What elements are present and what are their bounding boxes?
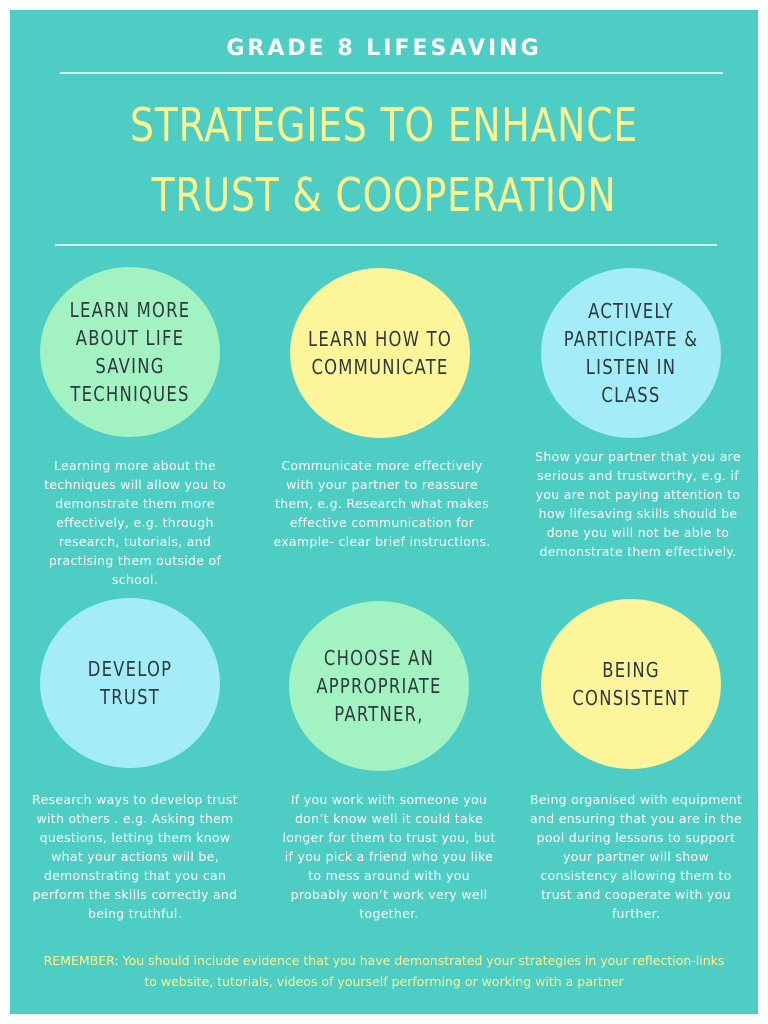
strategy-circle-develop-trust (40, 598, 220, 768)
title-line-2: TRUST & COOPERATION (151, 168, 617, 222)
page-title (69, 90, 699, 230)
strategy-circle-communicate (290, 268, 470, 438)
strategy-heading: DEVELOP TRUST (87, 657, 173, 709)
grade-heading: GRADE 8 LIFESAVING (226, 36, 542, 61)
strategy-heading: BEING CONSISTENT (572, 658, 690, 710)
top-divider (60, 72, 723, 74)
strategy-circle-consistent (541, 599, 721, 769)
title-divider (55, 244, 717, 246)
strategy-circle-learn-techniques (40, 267, 220, 437)
strategy-description: Being organised with equipment and ensuring that you are in the pool during lessons to support your partner will show consistency allowing them to trust and cooperate with you further. (529, 792, 743, 921)
strategy-circle-participate (541, 268, 721, 438)
strategy-heading: ACTIVELY PARTICIPATE & LISTEN IN CLASS (563, 299, 699, 407)
strategy-description: Learning more about the techniques will allow you to demonstrate them more effectively, e.g. through research, tutorials, and practising them outside of school. (44, 458, 226, 587)
strategy-description: Communicate more effectively with your partner to reassure them, e.g. Research what makes effective communication for example- clear brief instructions. (273, 458, 491, 549)
strategy-heading: CHOOSE AN APPROPRIATE PARTNER, (316, 646, 442, 726)
remember-note: REMEMBER: You should include evidence that you have demonstrated your strategies in your reflection-links to website, tutorials, videos of yourself performing or working with a partner (43, 953, 725, 989)
title-line-1: STRATEGIES TO ENHANCE (129, 98, 639, 152)
strategy-description: If you work with someone you don’t know well it could take longer for them to trust you, but if you pick a friend who you like to mess around with you probably won’t work very well together. (282, 792, 496, 921)
strategy-heading: LEARN MORE ABOUT LIFE SAVING TECHNIQUES (69, 298, 191, 406)
strategy-heading: LEARN HOW TO COMMUNICATE (308, 327, 452, 379)
strategy-description: Show your partner that you are serious and trustworthy, e.g. if you are not paying attention to how lifesaving skills should be done you will not be able to demonstrate them effectively. (535, 449, 741, 559)
strategy-description: Research ways to develop trust with others . e.g. Asking them questions, letting them know what your actions will be, demonstrating that you can perform the skills correctly and being truthful. (32, 792, 238, 921)
strategy-circle-choose-partner (289, 601, 469, 771)
